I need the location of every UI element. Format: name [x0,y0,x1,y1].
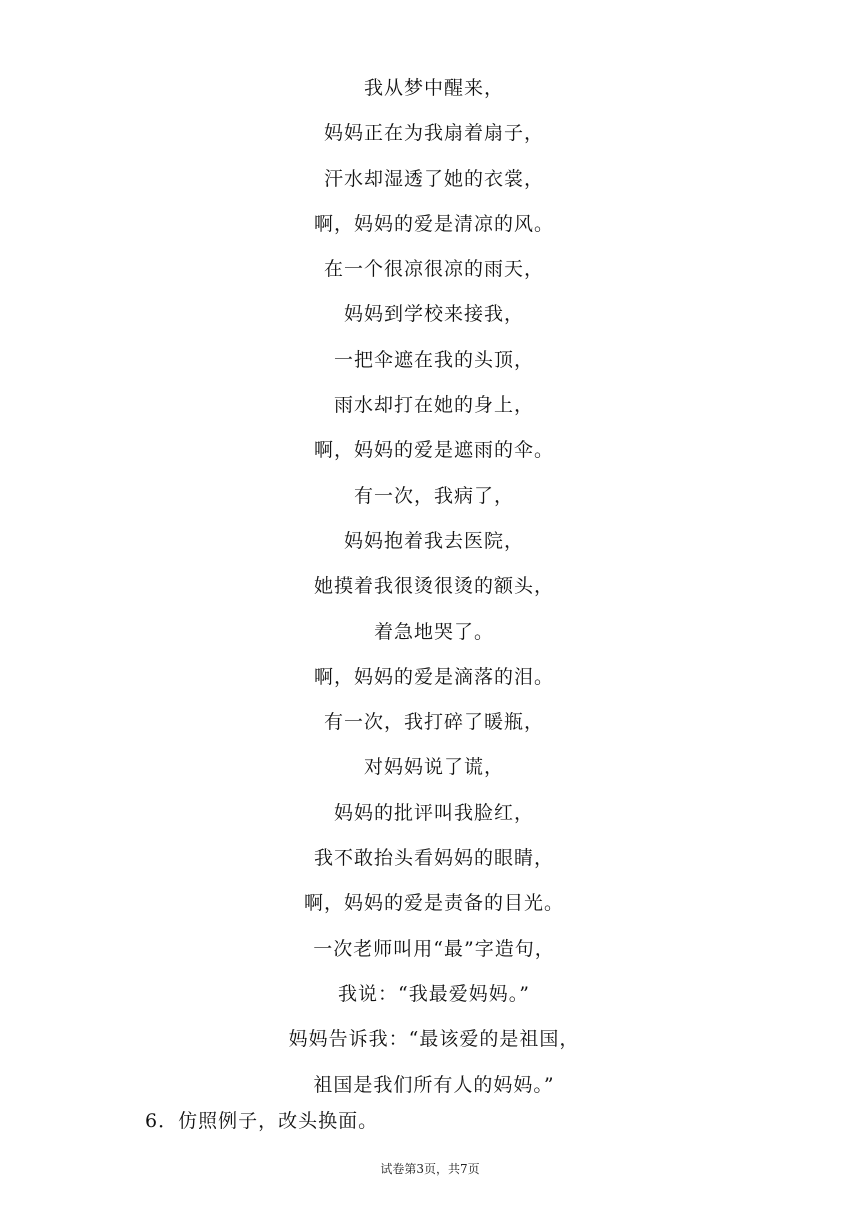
poem-line: 妈妈的批评叫我脸红， [333,801,534,824]
poem-line: 在一个很凉很凉的雨天， [323,258,544,281]
poem-line: 对妈妈说了谎， [363,756,504,779]
poem-line: 一把伞遮在我的头顶， [333,348,534,371]
poem-line: 啊，妈妈的爱是清凉的风。 [313,212,554,235]
poem-line: 啊，妈妈的爱是遮雨的伞。 [313,439,554,462]
poem [0,66,860,1108]
poem-line: 我不敢抬头看妈妈的眼睛， [313,847,554,870]
page-footer: 试卷第3页，共7页 [380,1162,480,1176]
poem-line: 妈妈告诉我：“最该爱的是祖国， [288,1028,580,1051]
poem-line: 妈妈抱着我去医院， [343,529,524,552]
poem-line: 妈妈到学校来接我， [343,303,524,326]
poem-line: 妈妈正在为我扇着扇子， [323,122,544,145]
poem-line: 我说：“我最爱妈妈。” [338,982,530,1005]
poem-line: 她摸着我很烫很烫的额头， [313,575,554,598]
poem-line: 着急地哭了。 [373,620,494,643]
poem-line: 雨水却打在她的身上， [333,394,534,417]
poem-line: 我从梦中醒来， [363,77,504,99]
poem-line: 啊，妈妈的爱是滴落的泪。 [313,665,554,688]
question-heading: 6．仿照例子，改头换面。 [145,1110,379,1132]
poem-line: 祖国是我们所有人的妈妈。” [313,1073,555,1096]
poem-line: 有一次，我打碎了暖瓶， [323,711,544,734]
poem-line: 啊，妈妈的爱是责备的目光。 [303,892,564,915]
poem-line: 一次老师叫用“最”字造句， [313,937,555,960]
poem-line: 汗水却湿透了她的衣裳， [323,167,544,190]
poem-line: 有一次，我病了， [353,484,514,507]
